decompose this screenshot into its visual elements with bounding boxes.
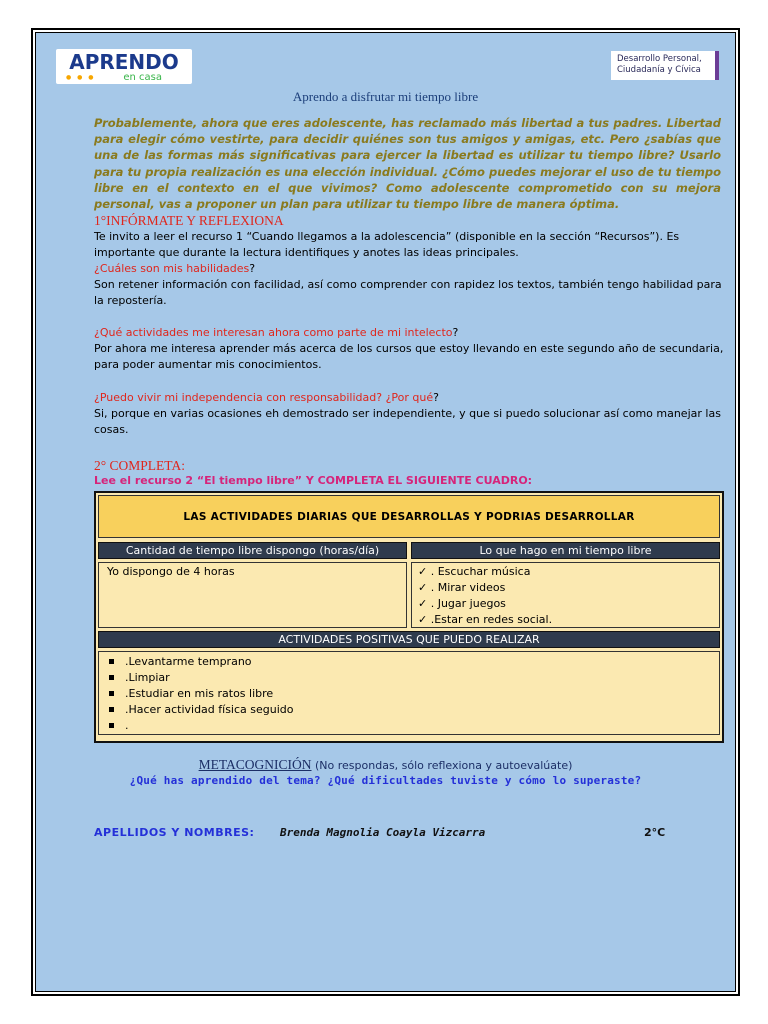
section-1-heading: 1°INFÓRMATE Y REFLEXIONA — [94, 213, 284, 228]
course-logo-line2: Ciudadanía y Cívica — [617, 65, 701, 75]
course-logo-line1: Desarrollo Personal, — [617, 54, 702, 64]
section-2 — [94, 458, 724, 489]
free-time-cell — [98, 562, 407, 628]
list-item: ✓ . Mirar videos — [418, 580, 719, 596]
answer-2: Por ahora me interesa aprender más acerca de los cursos que estoy llevando en este segundo año de secundaria, para poder aumentar mis conocimientos. — [94, 342, 724, 371]
list-item: .Estudiar en mis ratos libre — [109, 686, 719, 702]
logo-text-sub: en casa — [123, 72, 162, 83]
list-item: .Hacer actividad física seguido — [109, 702, 719, 718]
list-item: ✓ .Estar en redes social. — [418, 612, 719, 628]
positive-activities-list — [99, 652, 719, 734]
question-3-mark: ? — [433, 391, 439, 404]
list-item: ✓ . Jugar juegos — [418, 596, 719, 612]
student-info — [94, 826, 724, 842]
question-2 — [94, 325, 724, 341]
question-1 — [94, 261, 724, 277]
col-2-header: Lo que hago en mi tiempo libre — [411, 542, 720, 559]
intro-paragraph: Probablemente, ahora que eres adolescente, has reclamado más libertad a tus padres. Libertad para elegir cómo vestirte, para decidir quiénes son tus amigos y amigas, etc. Pero ¿sabías que una de las formas más significativas para ejercer la libertad es utilizar tu tiempo libre? Usarlo para tu propia realización es una elección individual. ¿Cómo puedes mejorar el uso de tu tiempo libre en el contexto en el que vivimos? Como adolescente comprometido con su mejora personal, vas a proponer un plan para utilizar tu tiempo libre de manera óptima. — [94, 116, 721, 212]
list-item: .Levantarme temprano — [109, 654, 719, 670]
metacognition-question: ¿Qué has aprendido del tema? ¿Qué dificultades tuviste y cómo lo superaste? — [129, 774, 642, 787]
list-item: ✓ . Escuchar música — [418, 564, 719, 580]
question-1-text: ¿Cuáles son mis habilidades — [94, 262, 250, 275]
metacognition-title: METACOGNICIÓN — [198, 757, 312, 772]
page-title: Aprendo a disfrutar mi tiempo libre — [292, 89, 479, 104]
list-item: .Limpiar — [109, 670, 719, 686]
list-item: . — [109, 718, 719, 734]
activities-list — [412, 563, 719, 628]
metacognition-note: (No respondas, sólo reflexiona y autoevalúate) — [311, 759, 573, 772]
col-1-header: Cantidad de tiempo libre dispongo (horas/día) — [98, 542, 407, 559]
question-2-text: ¿Qué actividades me interesan ahora como parte de mi intelecto — [94, 326, 453, 339]
section-2-heading: 2° COMPLETA: — [94, 458, 185, 473]
section-2-instruction: Lee el recurso 2 “El tiempo libre” Y COMPLETA EL SIGUIENTE CUADRO: — [94, 474, 533, 487]
question-1-mark: ? — [249, 262, 256, 275]
activities-table — [94, 491, 724, 743]
metacognition-section — [36, 757, 735, 788]
table-title: LAS ACTIVIDADES DIARIAS QUE DESARROLLAS Y PODRIAS DESARROLLAR — [98, 495, 720, 538]
student-name: Brenda Magnolia Coayla Vizcarra — [280, 826, 486, 839]
positive-activities-cell — [98, 651, 720, 735]
document-page — [31, 28, 740, 996]
course-logo — [611, 51, 719, 80]
aprendo-en-casa-logo — [56, 49, 192, 84]
section-1 — [94, 213, 724, 438]
question-3 — [94, 390, 724, 406]
student-grade: 2°C — [644, 826, 666, 839]
answer-3: Si, porque en varias ocasiones eh demostrado ser independiente, y que si puedo solucionar así como manejar las cosas. — [94, 407, 721, 436]
student-name-label: APELLIDOS Y NOMBRES: — [94, 826, 255, 839]
question-3-text: ¿Puedo vivir mi independencia con responsabilidad? ¿Por qué — [94, 391, 434, 404]
positive-activities-header: ACTIVIDADES POSITIVAS QUE PUEDO REALIZAR — [98, 631, 720, 648]
logo-dots-icon: ● ● ● — [66, 74, 96, 81]
question-2-mark: ? — [452, 326, 459, 339]
logo-text-main: APRENDO — [69, 50, 179, 74]
answer-1: Son retener información con facilidad, así como comprender con rapidez los textos, también tengo habilidad para la repostería. — [94, 278, 722, 307]
free-time-value: Yo dispongo de 4 horas — [107, 565, 235, 578]
section-1-text: Te invito a leer el recurso 1 “Cuando llegamos a la adolescencia” (disponible en la sección “Recursos”). Es importante que durante la lectura identifiques y anotes las ideas principales. — [94, 230, 680, 259]
activities-cell — [411, 562, 720, 628]
page-background — [35, 32, 736, 992]
metacognition-heading — [36, 757, 735, 773]
